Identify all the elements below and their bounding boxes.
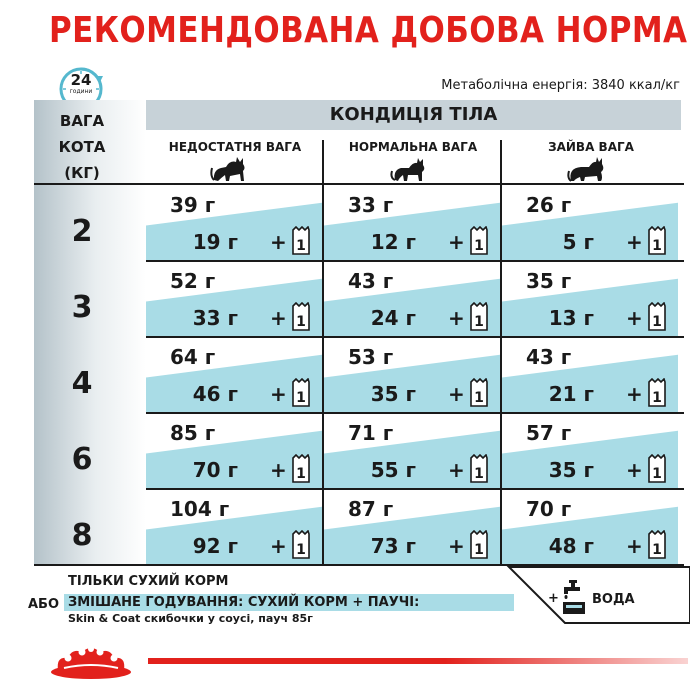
weight-header: ВАГА КОТА (КГ) (58, 112, 106, 182)
plus-sign: + (448, 382, 465, 406)
dry-only-amount: 35 г (526, 269, 572, 293)
plus-sign: + (626, 306, 643, 330)
pouch-icon (290, 530, 312, 560)
cat-weight-value: 8 (71, 518, 93, 553)
cat-icon (567, 154, 607, 184)
clock-number: 24 (70, 71, 92, 89)
legend-dry-only: ТІЛЬКИ СУХИЙ КОРМ (68, 574, 229, 589)
header-divider (34, 183, 684, 185)
water-plus: + (548, 591, 559, 606)
pouch-icon (468, 378, 490, 408)
plus-sign: + (448, 458, 465, 482)
dry-only-amount: 26 г (526, 193, 572, 217)
mixed-feeding-amount: 55 г (370, 458, 416, 482)
dry-only-amount: 43 г (348, 269, 394, 293)
column-header-normal: НОРМАЛЬНА ВАГА (348, 140, 478, 154)
pouch-icon (468, 530, 490, 560)
dry-only-amount: 52 г (170, 269, 216, 293)
page-title: РЕКОМЕНДОВАНА ДОБОВА НОРМА (49, 10, 688, 51)
dry-only-amount: 71 г (348, 421, 394, 445)
svg-text:1: 1 (474, 238, 484, 254)
plus-sign: + (448, 534, 465, 558)
dry-only-amount: 64 г (170, 345, 216, 369)
pouch-icon (646, 530, 668, 560)
clock-label: години (69, 88, 93, 95)
dry-only-amount: 33 г (348, 193, 394, 217)
water-tap-icon (560, 578, 588, 616)
mixed-feeding-amount: 12 г (370, 230, 416, 254)
cat-weight-value: 2 (71, 214, 93, 249)
svg-text:1: 1 (296, 466, 306, 482)
plus-sign: + (270, 306, 287, 330)
condition-title: КОНДИЦІЯ ТІЛА (329, 104, 498, 125)
mixed-feeding-amount: 35 г (548, 458, 594, 482)
plus-sign: + (626, 534, 643, 558)
mixed-feeding-amount: 21 г (548, 382, 594, 406)
pouch-icon (290, 226, 312, 256)
plus-sign: + (270, 534, 287, 558)
dry-only-amount: 87 г (348, 497, 394, 521)
dry-only-amount: 57 г (526, 421, 572, 445)
mixed-feeding-amount: 92 г (192, 534, 238, 558)
mixed-feeding-amount: 46 г (192, 382, 238, 406)
royal-canin-crown-logo (46, 642, 136, 682)
dry-only-amount: 85 г (170, 421, 216, 445)
mixed-feeding-amount: 5 г (562, 230, 594, 254)
column-header-overweight: ЗАЙВА ВАГА (548, 140, 634, 154)
energy-label: Метаболічна енергія: 3840 ккал/кг (441, 78, 680, 93)
footer-red-line (148, 658, 688, 664)
plus-sign: + (270, 382, 287, 406)
plus-sign: + (626, 382, 643, 406)
svg-text:1: 1 (652, 542, 662, 558)
svg-text:1: 1 (296, 390, 306, 406)
svg-text:1: 1 (474, 390, 484, 406)
plus-sign: + (448, 306, 465, 330)
pouch-icon (290, 378, 312, 408)
cat-icon (389, 154, 429, 184)
svg-text:1: 1 (652, 238, 662, 254)
mixed-feeding-amount: 73 г (370, 534, 416, 558)
plus-sign: + (626, 458, 643, 482)
mixed-feeding-amount: 70 г (192, 458, 238, 482)
mixed-feeding-amount: 13 г (548, 306, 594, 330)
cat-icon (210, 154, 250, 184)
pouch-icon (646, 226, 668, 256)
mixed-feeding-amount: 19 г (192, 230, 238, 254)
svg-text:1: 1 (652, 314, 662, 330)
water-label: ВОДА (592, 592, 635, 607)
plus-sign: + (448, 230, 465, 254)
mixed-feeding-amount: 33 г (192, 306, 238, 330)
plus-sign: + (626, 230, 643, 254)
pouch-icon (468, 454, 490, 484)
dry-only-amount: 39 г (170, 193, 216, 217)
legend-or: АБО (28, 597, 60, 612)
cat-weight-value: 6 (71, 442, 93, 477)
pouch-icon (646, 454, 668, 484)
legend-mixed-detail: Skin & Coat скибочки у соусі, пауч 85г (68, 612, 313, 625)
pouch-icon (468, 302, 490, 332)
plus-sign: + (270, 458, 287, 482)
pouch-icon (468, 226, 490, 256)
svg-text:1: 1 (474, 314, 484, 330)
pouch-icon (646, 378, 668, 408)
cat-weight-value: 3 (71, 290, 93, 325)
pouch-icon (290, 454, 312, 484)
svg-text:1: 1 (652, 466, 662, 482)
dry-only-amount: 70 г (526, 497, 572, 521)
plus-sign: + (270, 230, 287, 254)
dry-only-amount: 43 г (526, 345, 572, 369)
svg-text:1: 1 (296, 238, 306, 254)
pouch-icon (290, 302, 312, 332)
dry-only-amount: 104 г (170, 497, 230, 521)
svg-text:1: 1 (296, 542, 306, 558)
mixed-feeding-amount: 35 г (370, 382, 416, 406)
column-header-underweight: НЕДОСТАТНЯ ВАГА (168, 140, 302, 154)
cat-weight-value: 4 (71, 366, 93, 401)
svg-text:1: 1 (474, 542, 484, 558)
svg-text:1: 1 (652, 390, 662, 406)
mixed-feeding-amount: 24 г (370, 306, 416, 330)
pouch-icon (646, 302, 668, 332)
svg-text:1: 1 (474, 466, 484, 482)
mixed-feeding-amount: 48 г (548, 534, 594, 558)
legend-mixed: ЗМІШАНЕ ГОДУВАННЯ: СУХИЙ КОРМ + ПАУЧІ: (68, 595, 420, 610)
svg-text:1: 1 (296, 314, 306, 330)
dry-only-amount: 53 г (348, 345, 394, 369)
